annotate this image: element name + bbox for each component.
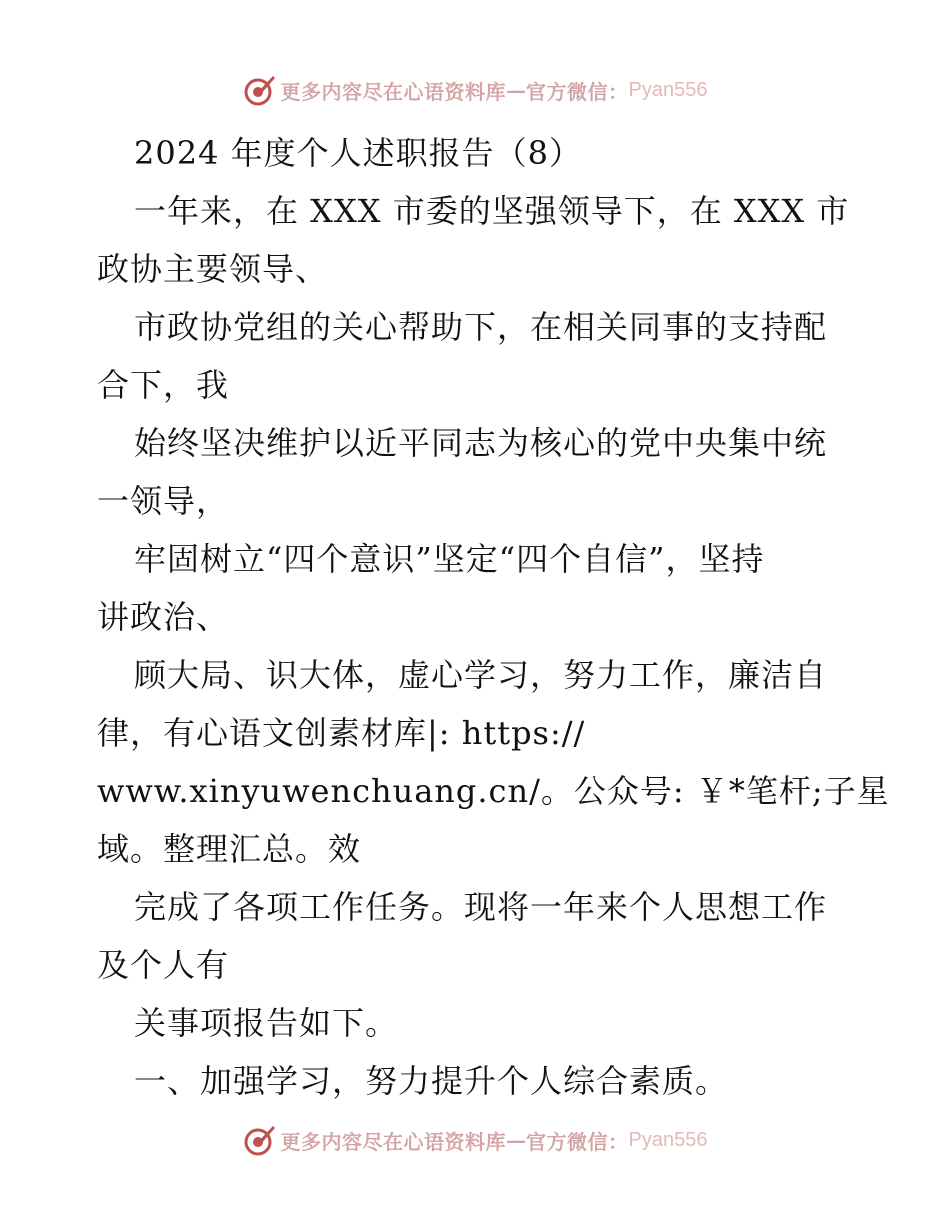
watermark-wechat-id: Pyan556 bbox=[628, 1128, 708, 1151]
paragraph-line: 关事项报告如下。 bbox=[134, 1004, 399, 1042]
watermark-text: 更多内容尽在心语资料库 bbox=[280, 79, 507, 104]
watermark-text: 更多内容尽在心语资料库 bbox=[280, 1129, 507, 1154]
watermark-suffix: 官方微信： bbox=[526, 79, 629, 104]
document-title: 2024 年度个人述职报告（8） bbox=[134, 134, 582, 172]
paragraph-line: 及个人有 bbox=[97, 946, 230, 984]
paragraph-line: 一领导， bbox=[97, 482, 230, 520]
paragraph-line: 讲政治、 bbox=[97, 598, 230, 636]
quill-logo-icon bbox=[243, 73, 277, 107]
section-heading: 一、加强学习，努力提升个人综合素质。 bbox=[134, 1062, 729, 1100]
watermark-separator: — bbox=[506, 1128, 527, 1152]
paragraph-line: 市政协党组的关心帮助下，在相关同事的支持配 bbox=[134, 308, 828, 346]
watermark-suffix: 官方微信： bbox=[526, 1129, 629, 1154]
paragraph-line: 顾大局、识大体，虚心学习，努力工作，廉洁自 bbox=[134, 656, 828, 694]
paragraph-line: 律，有心语文创素材库|: https:// bbox=[97, 714, 586, 752]
watermark-separator: — bbox=[506, 78, 527, 102]
paragraph-line: 政协主要领导、 bbox=[97, 250, 329, 288]
paragraph-line: 牢固树立“四个意识”坚定“四个自信”，坚持 bbox=[134, 540, 765, 578]
paragraph-line: 合下，我 bbox=[97, 366, 230, 404]
watermark-wechat-id: Pyan556 bbox=[628, 78, 708, 101]
paragraph-line: www.xinyuwenchuang.cn/。公众号: ￥*笔杆;子星 bbox=[97, 772, 890, 810]
watermark-banner-top bbox=[0, 70, 950, 110]
paragraph-line: 域。整理汇总。效 bbox=[97, 830, 362, 868]
quill-logo-icon bbox=[243, 1123, 277, 1157]
paragraph-line: 始终坚决维护以近平同志为核心的党中央集中统 bbox=[134, 424, 828, 462]
paragraph-line: 完成了各项工作任务。现将一年来个人思想工作 bbox=[134, 888, 828, 926]
watermark-banner-bottom bbox=[0, 1120, 950, 1160]
paragraph-line: 一年来，在 XXX 市委的坚强领导下，在 XXX 市 bbox=[134, 192, 850, 230]
